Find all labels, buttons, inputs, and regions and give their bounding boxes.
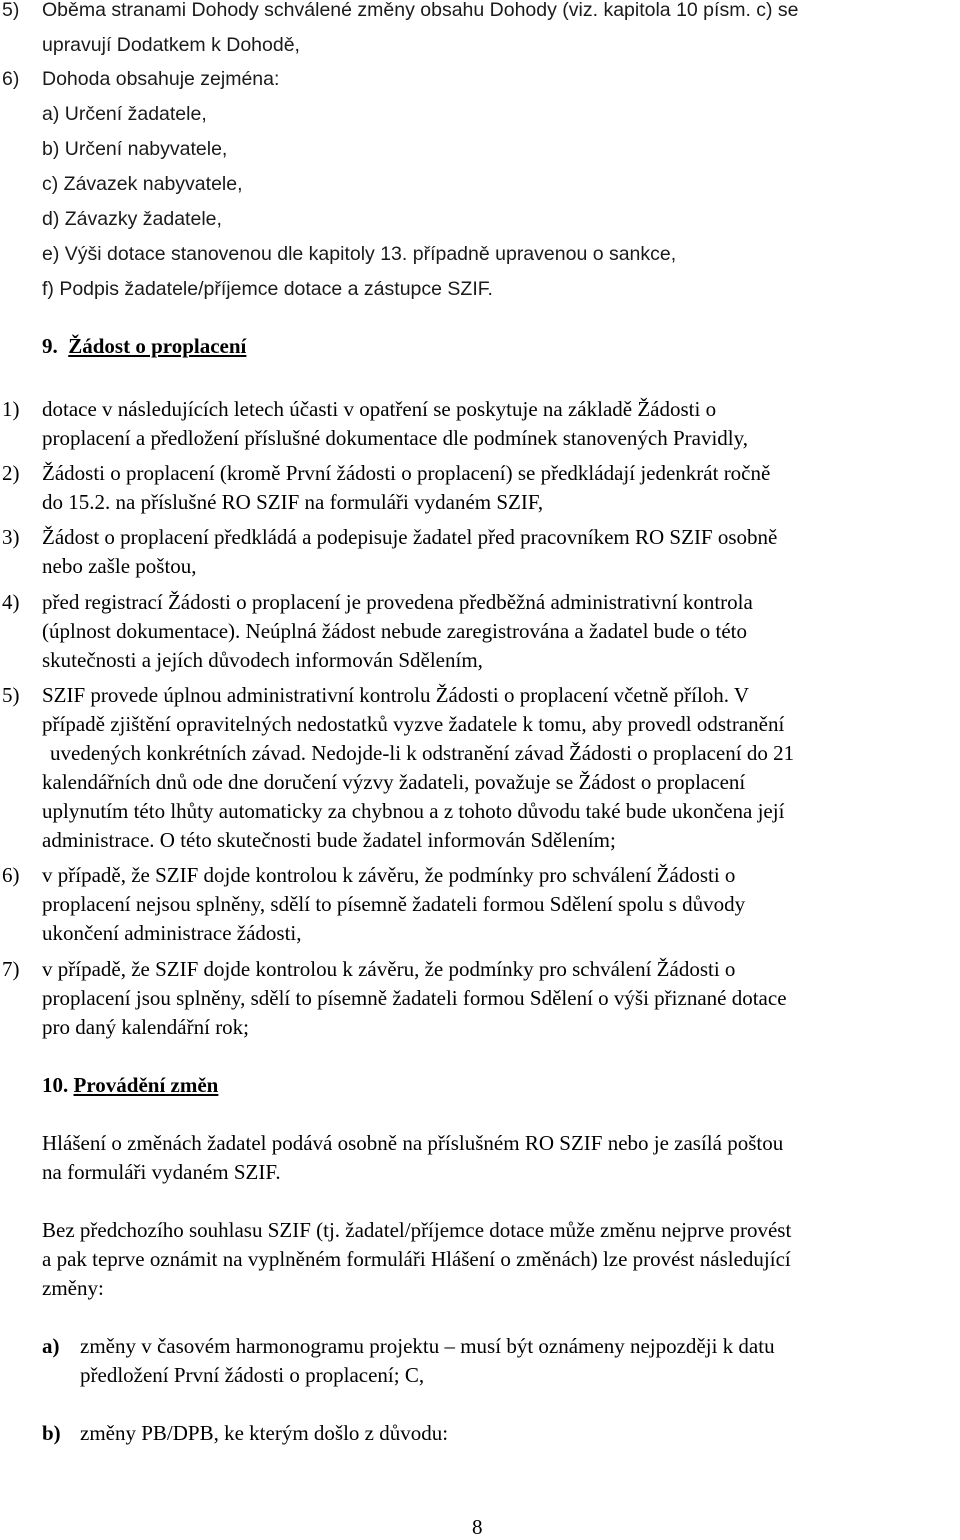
s9-item-7-line-1: v případě, že SZIF dojde kontrolou k závěru, že podmínky pro schválení Žádosti o <box>42 957 736 981</box>
s9-item-6-line-2: proplacení nejsou splněny, sdělí to písemně žadateli formou Sdělení spolu s důvody <box>42 892 746 916</box>
s9-item-3-number: 3) <box>2 525 20 549</box>
section-10-heading <box>42 1072 218 1098</box>
s10-item-b-label: b) <box>42 1421 61 1445</box>
section-10-title: Provádění změn <box>73 1073 219 1097</box>
sub-item-c: c) Závazek nabyvatele, <box>42 173 243 195</box>
s9-item-7-number: 7) <box>2 957 20 981</box>
section-9-heading <box>42 333 246 359</box>
page-number: 8 <box>472 1515 483 1539</box>
s9-item-4-line-3: skutečnosti a jejích důvodech informován Sdělením, <box>42 648 483 672</box>
s10-item-a-line-1: změny v časovém harmonogramu projektu – musí být oznámeny nejpozději k datu <box>80 1334 775 1358</box>
s9-item-4-line-2: (úplnost dokumentace). Neúplná žádost nebude zaregistrována a žadatel bude o této <box>42 619 747 643</box>
s9-item-5-line-6: administrace. O této skutečnosti bude žadatel informován Sdělením; <box>42 828 616 852</box>
s9-item-7-line-2: proplacení jsou splněny, sdělí to písemně žadateli formou Sdělení o výši přiznané dotace <box>42 986 787 1010</box>
s10-item-b-line-1: změny PB/DPB, ke kterým došlo z důvodu: <box>80 1421 449 1445</box>
s9-item-5-line-2: případě zjištění opravitelných nedostatků vyzve žadatele k tomu, aby provedl odstranění <box>42 712 785 736</box>
s10-para-1-line-1: Hlášení o změnách žadatel podává osobně na příslušném RO SZIF nebo je zasílá poštou <box>42 1131 784 1155</box>
sub-item-a: a) Určení žadatele, <box>42 103 207 125</box>
s9-item-1-number: 1) <box>2 397 20 421</box>
sub-item-b: b) Určení nabyvatele, <box>42 138 228 160</box>
s9-item-1-line-2: proplacení a předložení příslušné dokumentace dle podmínek stanovených Pravidly, <box>42 426 749 450</box>
s9-item-5-number: 5) <box>2 683 20 707</box>
list-item-5-line-1: Oběma stranami Dohody schválené změny obsahu Dohody (viz. kapitola 10 písm. c) se <box>42 0 799 21</box>
s9-item-6-line-1: v případě, že SZIF dojde kontrolou k závěru, že podmínky pro schválení Žádosti o <box>42 863 736 887</box>
s9-item-2-number: 2) <box>2 461 20 485</box>
s9-item-5-line-1: SZIF provede úplnou administrativní kontrolu Žádosti o proplacení včetně příloh. V <box>42 683 750 707</box>
s9-item-3-line-1: Žádost o proplacení předkládá a podepisuje žadatel před pracovníkem RO SZIF osobně <box>42 525 778 549</box>
list-item-5-number: 5) <box>2 0 20 21</box>
s9-item-2-line-2: do 15.2. na příslušné RO SZIF na formuláři vydaném SZIF, <box>42 490 544 514</box>
list-item-6-number: 6) <box>2 68 20 90</box>
s10-item-a-label: a) <box>42 1334 60 1358</box>
sub-item-e: e) Výši dotace stanovenou dle kapitoly 13. případně upravenou o sankce, <box>42 243 677 265</box>
s9-item-6-number: 6) <box>2 863 20 887</box>
s10-para-1-line-2: na formuláři vydaném SZIF. <box>42 1160 281 1184</box>
s10-para-2-line-2: a pak teprve oznámit na vyplněném formuláři Hlášení o změnách) lze provést následující <box>42 1247 791 1271</box>
sub-item-d: d) Závazky žadatele, <box>42 208 222 230</box>
s9-item-2-line-1: Žádosti o proplacení (kromě První žádosti o proplacení) se předkládají jedenkrát ročně <box>42 461 771 485</box>
section-9-number: 9. <box>42 334 58 358</box>
s9-item-5-line-3: uvedených konkrétních závad. Nedojde-li k odstranění závad Žádosti o proplacení do 21 <box>50 741 795 765</box>
section-10-number: 10. <box>42 1073 69 1097</box>
s9-item-4-number: 4) <box>2 590 20 614</box>
s10-para-2-line-1: Bez předchozího souhlasu SZIF (tj. žadatel/příjemce dotace může změnu nejprve provést <box>42 1218 792 1242</box>
sub-item-f: f) Podpis žadatele/příjemce dotace a zástupce SZIF. <box>42 278 493 300</box>
s9-item-5-line-5: uplynutím této lhůty automaticky za chybnou a z tohoto důvodu také bude ukončena její <box>42 799 785 823</box>
list-item-6-text: Dohoda obsahuje zejména: <box>42 68 280 90</box>
s9-item-1-line-1: dotace v následujících letech účasti v opatření se poskytuje na základě Žádosti o <box>42 397 717 421</box>
s9-item-7-line-3: pro daný kalendářní rok; <box>42 1015 250 1039</box>
section-9-title: Žádost o proplacení <box>68 334 247 358</box>
s10-item-a-line-2: předložení První žádosti o proplacení; C, <box>80 1363 425 1387</box>
s9-item-6-line-3: ukončení administrace žádosti, <box>42 921 302 945</box>
s9-item-3-line-2: nebo zašle poštou, <box>42 554 197 578</box>
s9-item-4-line-1: před registrací Žádosti o proplacení je provedena předběžná administrativní kontrola <box>42 590 753 614</box>
s10-para-2-line-3: změny: <box>42 1276 104 1300</box>
s9-item-5-line-4: kalendářních dnů ode dne doručení výzvy žadateli, považuje se Žádost o proplacení <box>42 770 746 794</box>
list-item-5-line-2: upravují Dodatkem k Dohodě, <box>42 34 300 56</box>
